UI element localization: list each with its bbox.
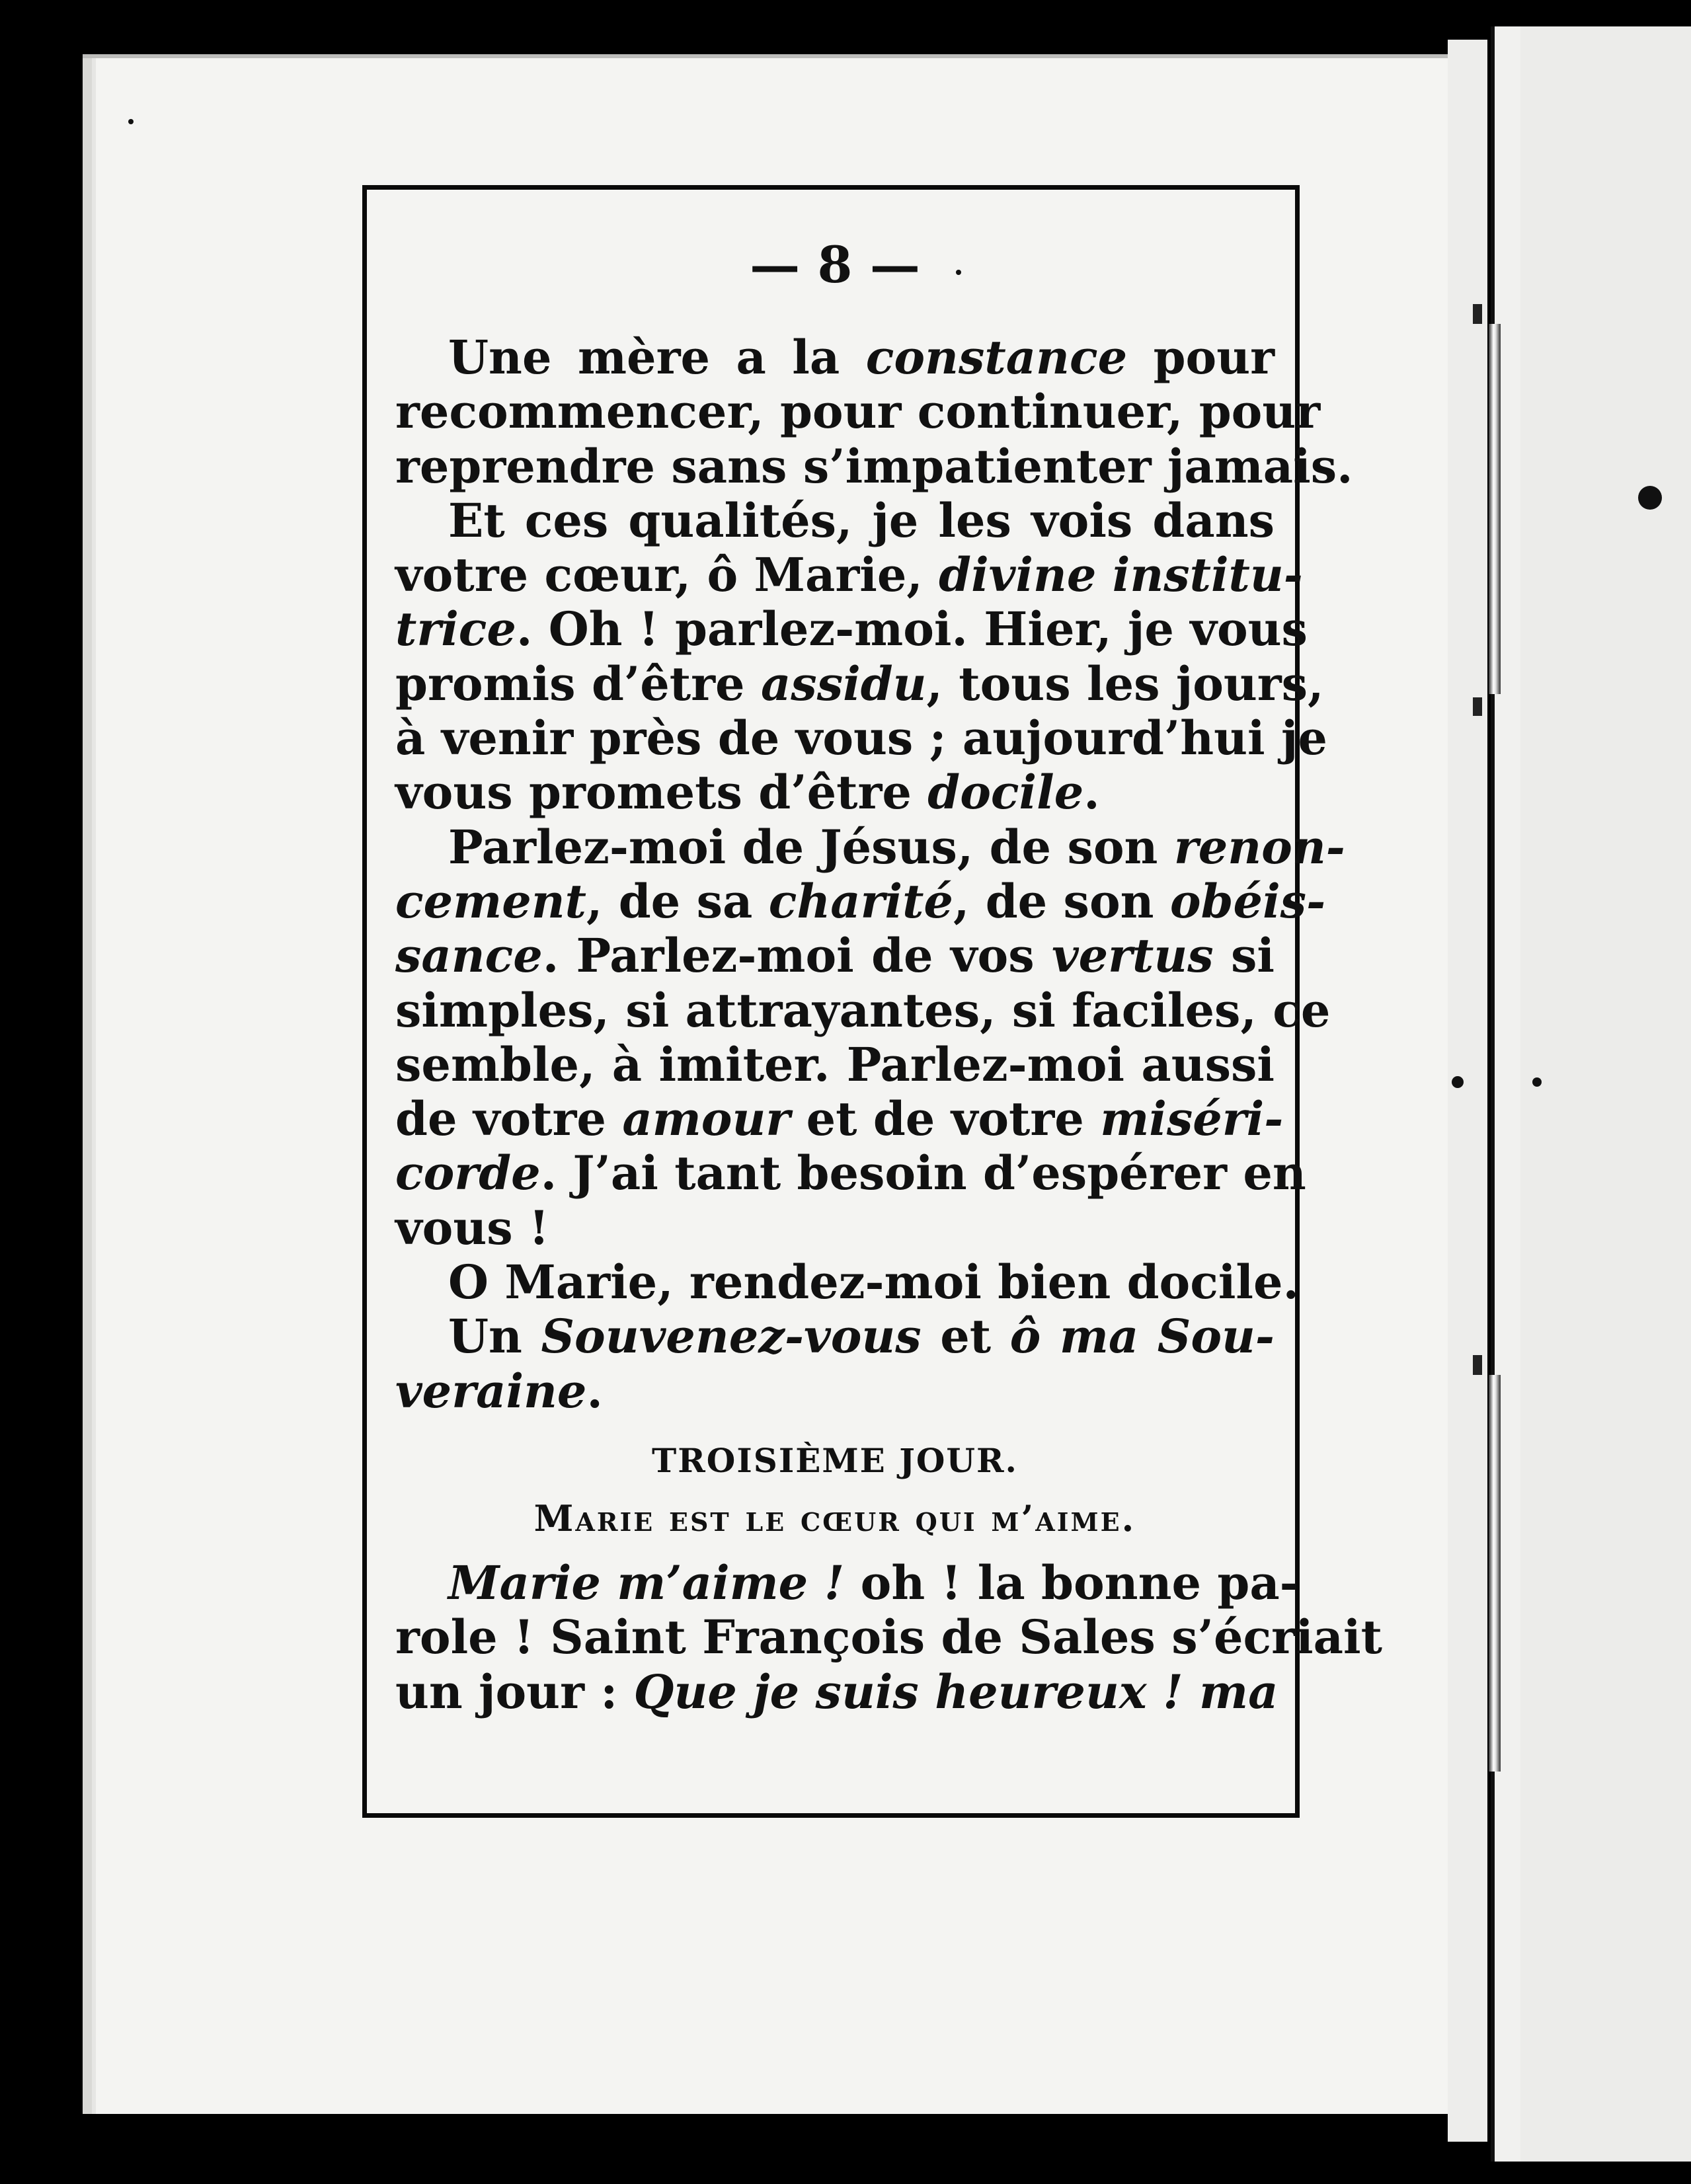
- text-run: . J’ai tant besoin d’espérer en: [540, 1146, 1306, 1201]
- italic-text: constance: [865, 330, 1128, 385]
- text-line: [395, 1255, 1299, 1310]
- text-line: [395, 929, 1275, 983]
- text-line: [395, 384, 1321, 440]
- paragraph: [395, 492, 1327, 820]
- binding-thread: [1489, 324, 1501, 694]
- text-run: O Marie, rendez-moi bien docile.: [448, 1255, 1299, 1310]
- binding-thread: [1489, 1375, 1501, 1772]
- text-run: Et ces qualités, je les vois dans: [448, 492, 1275, 548]
- text-line: [395, 1201, 1275, 1255]
- text-run: vous promets d’être: [395, 765, 928, 820]
- text-line: [395, 1555, 1299, 1610]
- text-line: [395, 331, 1275, 385]
- binding-stitch: [1473, 697, 1482, 716]
- italic-text: assidu: [760, 656, 927, 711]
- italic-text: renon-: [1173, 819, 1345, 875]
- italic-text: obéis-: [1169, 873, 1326, 929]
- text-line: [395, 494, 1275, 548]
- italic-text: docile: [927, 765, 1084, 820]
- binding-stitch: [1473, 1355, 1482, 1375]
- italic-text: ô ma Sou-: [1009, 1309, 1275, 1364]
- text-run: de votre: [395, 1091, 623, 1147]
- text-run: role ! Saint François de Sales s’écriait: [395, 1610, 1382, 1665]
- paragraph: [395, 1255, 1299, 1310]
- text-run: simples, si attrayantes, si faciles, ce: [395, 982, 1331, 1038]
- text-line: [395, 982, 1331, 1038]
- text-run: Une mère a la: [448, 330, 866, 385]
- text-run: un jour :: [395, 1664, 634, 1719]
- paragraph: [395, 330, 1353, 494]
- text-run: oh ! la bonne pa-: [844, 1555, 1299, 1610]
- text-run: recommencer, pour continuer, pour: [395, 384, 1321, 440]
- text-run: .: [1083, 765, 1100, 820]
- ink-speck: [1638, 486, 1662, 510]
- text-line: [395, 819, 1345, 875]
- closing-paragraph: [395, 1555, 1382, 1719]
- day-heading: TROISIÈME JOUR.: [652, 1440, 1018, 1480]
- text-run: promis d’être: [395, 656, 761, 711]
- text-run: vous !: [395, 1200, 549, 1255]
- italic-text: veraine: [395, 1363, 587, 1419]
- section-title: Marie est le cœur qui m’aime.: [533, 1497, 1136, 1540]
- book-spine: [1448, 40, 1487, 2142]
- text-line: [395, 765, 1275, 820]
- text-run: .: [586, 1363, 603, 1419]
- italic-text: Souvenez-vous: [541, 1309, 922, 1364]
- text-line: [395, 602, 1308, 657]
- italic-text: corde: [395, 1146, 541, 1201]
- text-line: [395, 873, 1326, 929]
- body-paragraphs: [395, 330, 1353, 1419]
- text-run: Parlez-moi de Jésus, de son: [448, 819, 1174, 875]
- italic-text: Que je suis heureux ! ma: [633, 1664, 1278, 1719]
- text-run: . Oh ! parlez-moi. Hier, je vous: [516, 602, 1308, 657]
- italic-text: charité: [768, 873, 953, 929]
- text-line: [395, 711, 1327, 766]
- text-line: [395, 438, 1353, 494]
- binding-stitch: [1473, 304, 1482, 324]
- page-number: — 8 —: [750, 235, 920, 294]
- text-run: semble, à imiter. Parlez-moi aussi: [395, 1036, 1275, 1092]
- ink-speck: [1532, 1077, 1542, 1087]
- text-run: , tous les jours,: [926, 656, 1324, 711]
- paragraph: [395, 1309, 1275, 1419]
- italic-text: miséri-: [1100, 1091, 1284, 1147]
- text-line: [395, 656, 1324, 711]
- paragraph: [395, 819, 1345, 1255]
- text-run: Un: [448, 1309, 541, 1364]
- right-page-inner: [1520, 26, 1691, 2162]
- italic-text: sance: [395, 928, 543, 984]
- ink-speck: [1452, 1076, 1464, 1088]
- text-run: reprendre sans s’impatienter jamais.: [395, 438, 1353, 494]
- italic-text: Marie m’aime !: [448, 1555, 845, 1610]
- text-line: [395, 1038, 1275, 1092]
- text-line: [395, 1610, 1382, 1665]
- text-line: [395, 1146, 1306, 1201]
- text-line: [395, 1664, 1278, 1719]
- text-run: pour: [1127, 330, 1275, 385]
- italic-text: cement: [395, 873, 586, 929]
- text-run: si: [1213, 928, 1275, 984]
- text-line: [395, 1364, 1275, 1419]
- text-line: [395, 547, 1303, 603]
- text-run: , de son: [953, 873, 1170, 929]
- text-run: et de votre: [790, 1091, 1101, 1147]
- text-run: à venir près de vous ; aujourd’hui je: [395, 711, 1327, 766]
- text-run: et: [921, 1309, 1010, 1364]
- text-line: [395, 1309, 1275, 1364]
- italic-text: amour: [622, 1091, 791, 1147]
- text-run: , de sa: [586, 873, 769, 929]
- ink-speck: [128, 119, 134, 124]
- text-line: [395, 1091, 1284, 1147]
- page-text: [395, 235, 1382, 1719]
- text-run: votre cœur, ô Marie,: [395, 547, 939, 603]
- italic-text: trice: [395, 602, 516, 657]
- italic-text: divine institu-: [939, 547, 1303, 603]
- italic-text: vertus: [1051, 928, 1214, 984]
- text-run: . Parlez-moi de vos: [542, 928, 1052, 984]
